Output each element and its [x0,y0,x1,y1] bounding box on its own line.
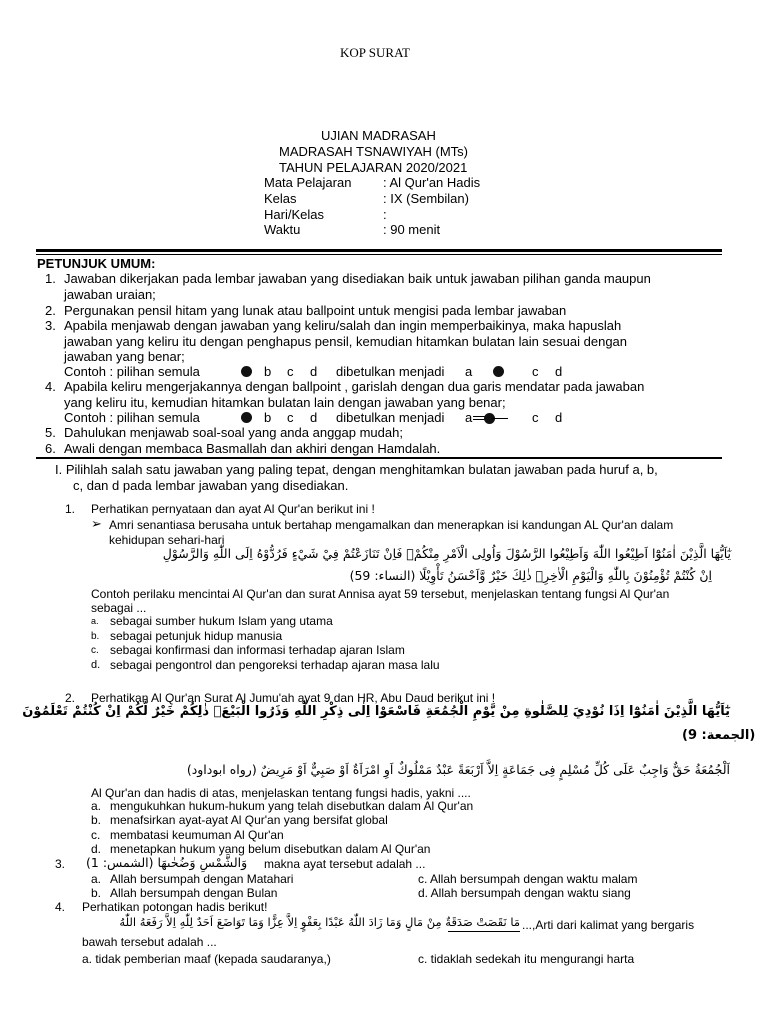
example-corrected-label: dibetulkan menjadi [336,364,445,379]
example-choice: d [310,410,318,425]
option-text[interactable]: sebagai konfirmasi dan informasi terhadap ajaran Islam [110,643,405,657]
quran-verse-arabic: يٰٓاَيُّهَا الَّذِيْنَ اٰمَنُوْٓا اِذَا نُوْدِيَ لِلصَّلٰوةِ مِنْ يَّوْمِ الْجُمُعَةِ فَاسْعَوْا اِلٰى ذِكْرِ اللّٰهِ وَذَرُوا الْبَيْعَۗ ذٰلِكُمْ خَيْرٌ لَّكُمْ اِنْ كُنْتُمْ تَعْلَمُوْنَ [22,704,730,719]
header-rule-thick [36,249,722,252]
question-text: makna ayat tersebut adalah ... [264,857,426,871]
option-key[interactable]: a. [91,872,102,886]
question-stem: Perhatikan Al Qur'an Surat Al Jumu'ah ayat 9 dan HR, Abu Daud berikut ini ! [91,691,496,705]
example-label: Contoh : pilihan semula [64,410,200,425]
instruction-text: Dahulukan menjawab soal-soal yang anda anggap mudah; [64,425,403,440]
option-key[interactable]: c. [91,645,99,656]
hadith-arabic: مَا نَقَصَتْ صَدَقَةٌ مِنْ مَالٍ وَمَا زَادَ اللّٰهُ عَبْدًا بِعَفْوٍ اِلاَّ عِزًّا وَمَا تَوَاضَعَ اَحَدٌ لِلّٰهِ اِلاَّ رَفَعَهُ اللّٰهُ [119,915,520,929]
question-text: Al Qur'an dan hadis di atas, menjelaskan tentang fungsi hadis, yakni .... [91,786,471,800]
example-choice: b [264,410,272,425]
example-label: Contoh : pilihan semula [64,364,200,379]
instruction-number: 5. [45,425,56,440]
question-number: 2. [65,691,76,705]
instruction-text: jawaban yang keliru itu dengan penghapus pensil, kemudian hitamkan bulatan lain sesuai dengan [64,334,628,349]
section-rule [36,457,722,459]
option-text[interactable]: Allah bersumpah dengan Bulan [110,886,278,900]
example-choice: c [287,410,294,425]
instruction-text: jawaban yang benar; [64,349,185,364]
option-text[interactable]: menafsirkan ayat-ayat Al Qur'an yang bersifat global [110,813,388,827]
option-key[interactable]: a. [91,799,102,813]
quran-verse-arabic: (الجمعة: 9) [682,728,756,743]
option-text[interactable]: sebagai sumber hukum Islam yang utama [110,614,333,628]
option-text[interactable]: sebagai petunjuk hidup manusia [110,629,283,643]
question-stem: Perhatikan pernyataan dan ayat Al Qur'an berikut ini ! [91,502,375,516]
option-key[interactable]: c. [91,828,101,842]
instruction-text: jawaban uraian; [64,287,156,302]
info-label: Mata Pelajaran [264,175,352,190]
quran-verse-arabic: اِنْ كُنْتُمْ تُؤْمِنُوْنَ بِاللّٰهِ وَالْيَوْمِ الْاٰخِرِۗ ذٰلِكَ خَيْرٌ وَّاَحْسَنُ تَأْوِيْلًا (النساء: 59) [349,568,712,583]
example-choice: b [264,364,272,379]
question-text: Amri senantiasa berusaha untuk bertahap mengamalkan dan menerapkan isi kandungan AL Qur'an dalam [109,518,674,532]
arrow-bullet-icon: ➢ [91,516,102,531]
instruction-text: yang keliru itu, kemudian hitamkan bulatan lain dengan jawaban yang benar; [64,395,506,410]
example-corrected-label: dibetulkan menjadi [336,410,445,425]
filled-bubble-icon [493,366,504,377]
question-text: kehidupan sehari-hari [109,533,225,547]
instruction-text: Awali dengan membaca Basmallah dan akhiri dengan Hamdalah. [64,441,441,456]
question-number: 1. [65,502,76,516]
question-text: bawah tersebut adalah ... [82,935,217,949]
option-text[interactable]: mengukuhkan hukum-hukum yang telah disebutkan dalam Al Qur'an [110,799,474,813]
question-stem: Perhatikan potongan hadis berikut! [82,900,268,914]
info-value: : 90 menit [383,222,441,237]
example-choice: a [465,364,473,379]
instruction-text: Pergunakan pensil hitam yang lunak atau ballpoint untuk mengisi pada lembar jawaban [64,303,567,318]
option-text[interactable]: membatasi keumuman Al Qur'an [110,828,284,842]
option-key[interactable]: a. [91,616,99,626]
kop-surat: KOP SURAT [340,45,410,60]
option-text[interactable]: Allah bersumpah dengan Matahari [110,872,294,886]
example-choice: c [532,364,539,379]
instruction-text: Apabila keliru mengerjakannya dengan ballpoint , garislah dengan dua garis mendatar pada jawaban [64,379,645,394]
example-choice: c [287,364,294,379]
info-value: : IX (Sembilan) [383,191,469,206]
info-label: Waktu [264,222,301,237]
option-text[interactable]: d. Allah bersumpah dengan waktu siang [418,886,631,900]
academic-year: TAHUN PELAJARAN 2020/2021 [279,160,468,175]
instructions-heading: PETUNJUK UMUM: [37,256,156,271]
strike-line [492,418,508,419]
question-text: Contoh perilaku mencintai Al Qur'an dan surat Annisa ayat 59 tersebut, menjelaskan tentang fungsi Al Qur'an [91,587,670,601]
question-text: sebagai ... [91,601,147,615]
instruction-text: Jawaban dikerjakan pada lembar jawaban yang disediakan baik untuk jawaban pilihan ganda maupun [64,271,651,286]
option-key[interactable]: b. [91,813,102,827]
question-text: ...,Arti dari kalimat yang bergaris [522,918,695,932]
quran-verse-arabic: يٰٓاَيُّهَا الَّذِيْنَ اٰمَنُوْٓا اَطِيْعُوا اللّٰهَ وَاَطِيْعُوا الرَّسُوْلَ وَاُولِى الْاَمْرِ مِنْكُمْۚ فَاِنْ تَنَازَعْتُمْ فِيْ شَيْءٍ فَرُدُّوْهُ اِلَى اللّٰهِ وَالرَّسُوْلِ [162,546,731,561]
option-text[interactable]: c. tidaklah sedekah itu mengurangi harta [418,952,635,966]
section-instruction: c, dan d pada lembar jawaban yang disediakan. [73,478,349,493]
info-value: : [383,207,387,222]
instruction-text: Apabila menjawab dengan jawaban yang keliru/salah dan ingin memperbaikinya, maka hapuslah [64,318,622,333]
option-text[interactable]: a. tidak pemberian maaf (kepada saudaranya,) [82,952,331,966]
info-label: Kelas [264,191,297,206]
question-number: 4. [55,900,66,914]
instruction-number: 6. [45,441,56,456]
example-choice: d [555,410,563,425]
exam-title: UJIAN MADRASAH [321,128,436,143]
header-rule-thin [36,254,722,255]
question-number: 3. [55,857,66,871]
instruction-number: 2. [45,303,56,318]
instruction-number: 1. [45,271,56,286]
school-name: MADRASAH TSNAWIYAH (MTs) [279,144,468,159]
section-instruction: I. Pilihlah salah satu jawaban yang paling tepat, dengan menghitamkan bulatan jawaban pada huruf a, b, [55,462,658,477]
underline [448,931,520,932]
option-key[interactable]: d. [91,659,101,671]
instruction-number: 4. [45,379,56,394]
option-text[interactable]: c. Allah bersumpah dengan waktu malam [418,872,638,886]
example-choice: d [555,364,563,379]
option-key[interactable]: b. [91,631,100,642]
example-choice: c [532,410,539,425]
option-key[interactable]: b. [91,886,102,900]
quran-verse-arabic: وَالشَّمْسِ وَضُحٰىهَا (الشمس: 1) [86,855,248,870]
example-choice: d [310,364,318,379]
info-value: : Al Qur'an Hadis [383,175,481,190]
option-text[interactable]: menetapkan hukum yang belum disebutkan dalam Al Qur'an [110,842,431,856]
info-label: Hari/Kelas [264,207,324,222]
instruction-number: 3. [45,318,56,333]
hadith-arabic: اَلْجُمُعَةُ حَقٌّ وَاجِبٌ عَلَى كُلِّ مُسْلِمٍ فِى جَمَاعَةٍ اِلاَّ اَرْبَعَةً عَبْدٌ مَمْلُوكٌ اَوِ امْرَاَةٌ اَوْ صَبِيٌّ اَوْ مَرِيضٌ (رواه ابوداود) [186,762,730,777]
option-key[interactable]: d. [91,842,102,856]
filled-bubble-icon [241,366,252,377]
filled-bubble-icon [241,412,252,423]
option-text[interactable]: sebagai pengontrol dan pengoreksi terhadap ajaran masa lalu [110,658,440,672]
example-choice: a [465,410,473,425]
